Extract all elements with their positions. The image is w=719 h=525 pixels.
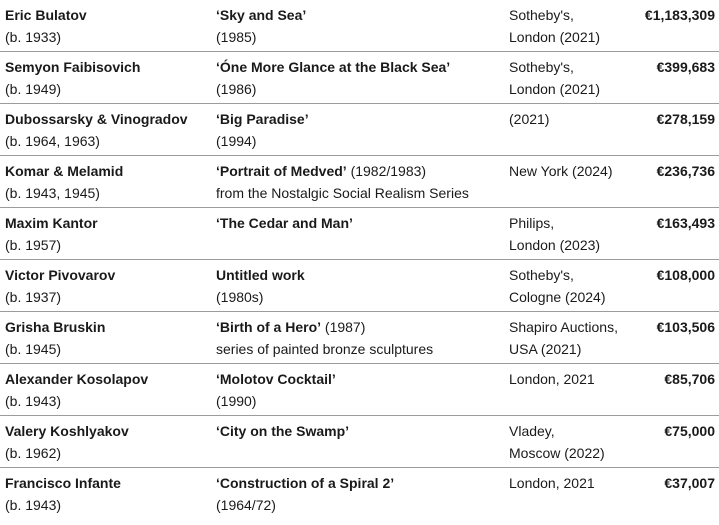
artist-cell — [5, 109, 210, 152]
sale-venue: Sotheby's, — [509, 59, 574, 75]
price-cell: €85,706 — [664, 371, 715, 387]
sale-venue: London, 2021 — [509, 475, 595, 491]
artist-name: Dubossarsky & Vinogradov — [5, 111, 188, 127]
sale-venue: London, 2021 — [509, 371, 595, 387]
artist-cell — [5, 421, 210, 464]
price-cell: €108,000 — [656, 267, 715, 283]
sale-cell — [509, 161, 637, 183]
sale-venue: Sotheby's, — [509, 7, 574, 23]
artwork-title: ‘Molotov Cocktail’ — [216, 371, 336, 387]
artist-birth-year: (b. 1937) — [5, 288, 62, 305]
sale-cell — [509, 57, 637, 100]
artwork-detail: (1964/72) — [216, 496, 276, 513]
table-row — [0, 260, 719, 312]
artist-cell — [5, 57, 210, 100]
price-cell: €75,000 — [664, 423, 715, 439]
sale-cell — [509, 109, 637, 131]
artwork-cell — [216, 57, 506, 100]
artist-birth-year: (b. 1964, 1963) — [5, 132, 100, 149]
artist-name: Semyon Faibisovich — [5, 59, 141, 75]
artwork-cell — [216, 109, 506, 152]
table-row — [0, 312, 719, 364]
artist-birth-year: (b. 1943) — [5, 496, 62, 513]
artist-birth-year: (b. 1945) — [5, 340, 62, 357]
artwork-title: ‘City on the Swamp’ — [216, 423, 350, 439]
artwork-cell — [216, 5, 506, 48]
table-row — [0, 0, 719, 52]
sale-location-year: Moscow (2022) — [509, 444, 605, 461]
artist-cell — [5, 161, 210, 204]
artist-cell — [5, 369, 210, 412]
artwork-title-suffix: (1982/1983) — [346, 163, 427, 179]
table-row — [0, 52, 719, 104]
artwork-cell — [216, 473, 506, 516]
artwork-title: ‘Óne More Glance at the Black Sea’ — [216, 59, 451, 75]
artist-cell — [5, 5, 210, 48]
artist-birth-year: (b. 1949) — [5, 80, 62, 97]
artwork-title: ‘Sky and Sea’ — [216, 7, 307, 23]
artwork-cell — [216, 161, 506, 204]
table-row — [0, 364, 719, 416]
artwork-title: ‘Big Paradise’ — [216, 111, 309, 127]
artist-name: Grisha Bruskin — [5, 319, 106, 335]
sale-cell — [509, 369, 637, 391]
table-row — [0, 104, 719, 156]
artist-cell — [5, 317, 210, 360]
sale-venue: Shapiro Auctions, — [509, 319, 618, 335]
sale-location-year: London (2021) — [509, 28, 601, 45]
artist-name: Eric Bulatov — [5, 7, 87, 23]
price-cell: €103,506 — [656, 319, 715, 335]
artwork-cell — [216, 369, 506, 412]
artwork-title: Untitled work — [216, 267, 305, 283]
artist-birth-year: (b. 1933) — [5, 28, 62, 45]
sale-cell — [509, 473, 637, 495]
artwork-detail: (1994) — [216, 132, 257, 149]
sale-cell — [509, 317, 637, 360]
artwork-cell — [216, 213, 506, 235]
price-cell: €236,736 — [656, 163, 715, 179]
sale-venue: Vladey, — [509, 423, 555, 439]
sale-location-year: London (2021) — [509, 80, 601, 97]
artist-name: Victor Pivovarov — [5, 267, 116, 283]
sale-cell — [509, 213, 637, 256]
artwork-title: ‘Portrait of Medved’ — [216, 163, 347, 179]
artwork-detail: (1980s) — [216, 288, 264, 305]
artist-birth-year: (b. 1957) — [5, 236, 62, 253]
artist-name: Alexander Kosolapov — [5, 371, 149, 387]
artwork-detail: (1985) — [216, 28, 257, 45]
price-cell: €278,159 — [656, 111, 715, 127]
sale-cell — [509, 421, 637, 464]
artist-birth-year: (b. 1943) — [5, 392, 62, 409]
table-row — [0, 208, 719, 260]
artwork-cell — [216, 421, 506, 443]
artwork-detail: (1986) — [216, 80, 257, 97]
artwork-cell — [216, 317, 506, 360]
artist-birth-year: (b. 1943, 1945) — [5, 184, 100, 201]
artwork-title: ‘Birth of a Hero’ — [216, 319, 322, 335]
artist-cell — [5, 265, 210, 308]
price-cell: €37,007 — [664, 475, 715, 491]
sale-location-year: Cologne (2024) — [509, 288, 606, 305]
artwork-title-suffix: (1987) — [321, 319, 366, 335]
table-row — [0, 416, 719, 468]
sale-cell — [509, 5, 637, 48]
table-row — [0, 156, 719, 208]
artwork-detail: (1990) — [216, 392, 257, 409]
artwork-detail: series of painted bronze sculptures — [216, 340, 434, 357]
artwork-detail: from the Nostalgic Social Realism Series — [216, 184, 469, 201]
sale-location-year: London (2023) — [509, 236, 601, 253]
price-cell: €163,493 — [656, 215, 715, 231]
artwork-title: ‘The Cedar and Man’ — [216, 215, 353, 231]
price-cell: €399,683 — [656, 59, 715, 75]
artist-name: Maxim Kantor — [5, 215, 98, 231]
artist-cell — [5, 473, 210, 516]
artwork-title: ‘Construction of a Spiral 2’ — [216, 475, 395, 491]
price-cell: €1,183,309 — [644, 7, 715, 23]
sale-venue: New York (2024) — [509, 163, 613, 179]
artist-cell — [5, 213, 210, 256]
artist-name: Francisco Infante — [5, 475, 121, 491]
table-row — [0, 468, 719, 520]
sale-venue: Philips, — [509, 215, 555, 231]
sale-location-year: USA (2021) — [509, 340, 582, 357]
artist-birth-year: (b. 1962) — [5, 444, 62, 461]
artist-name: Komar & Melamid — [5, 163, 124, 179]
sale-cell — [509, 265, 637, 308]
sale-venue: (2021) — [509, 111, 550, 127]
sale-venue: Sotheby's, — [509, 267, 574, 283]
artist-name: Valery Koshlyakov — [5, 423, 129, 439]
artwork-cell — [216, 265, 506, 308]
